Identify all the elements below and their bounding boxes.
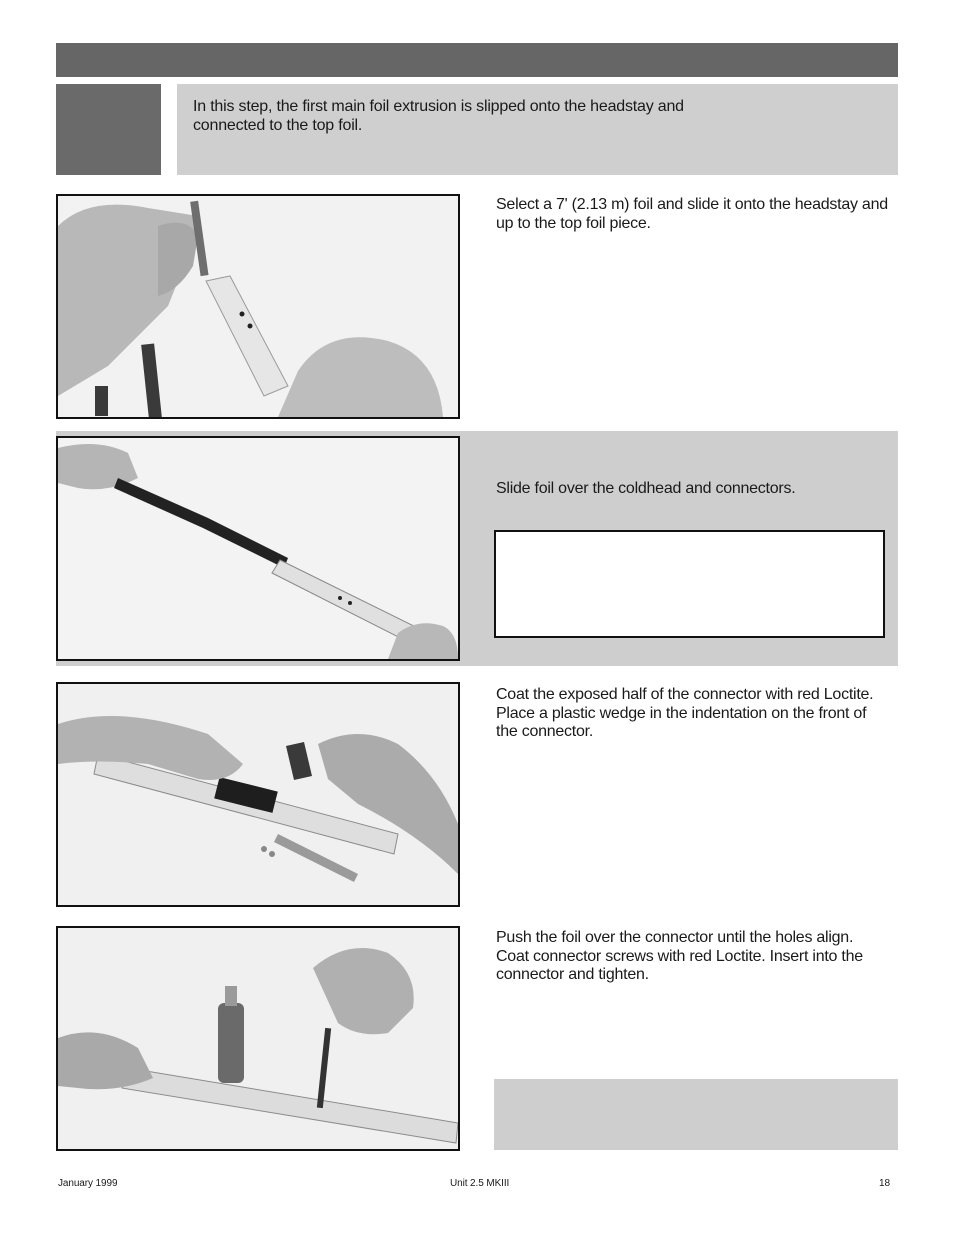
step-4-tip-box bbox=[494, 1079, 898, 1150]
intro-panel bbox=[177, 84, 898, 175]
footer-date: January 1999 bbox=[58, 1178, 118, 1189]
step-number-box bbox=[56, 84, 161, 175]
intro-text: In this step, the first main foil extrusion is slipped onto the headstay and connected to the top foil. bbox=[193, 98, 684, 134]
step-3-photo bbox=[56, 682, 460, 907]
step-4-text: Push the foil over the connector until the holes align. Coat connector screws with red Loctite. Insert into the connector and tighten. bbox=[496, 929, 863, 983]
header-bar bbox=[56, 43, 898, 77]
step-3-text: Coat the exposed half of the connector with red Loctite. Place a plastic wedge in the indentation on the front of the connector. bbox=[496, 686, 874, 740]
footer-unit: Unit 2.5 MKIII bbox=[450, 1178, 510, 1189]
step-4-photo bbox=[56, 926, 460, 1151]
step-1-text: Select a 7' (2.13 m) foil and slide it onto the headstay and up to the top foil piece. bbox=[496, 196, 888, 232]
step-1-photo bbox=[56, 194, 460, 419]
footer-page-number: 18 bbox=[879, 1178, 890, 1189]
step-2-note-box bbox=[494, 530, 885, 638]
step-2-photo bbox=[56, 436, 460, 661]
step-2-text: Slide foil over the coldhead and connectors. bbox=[496, 480, 796, 497]
